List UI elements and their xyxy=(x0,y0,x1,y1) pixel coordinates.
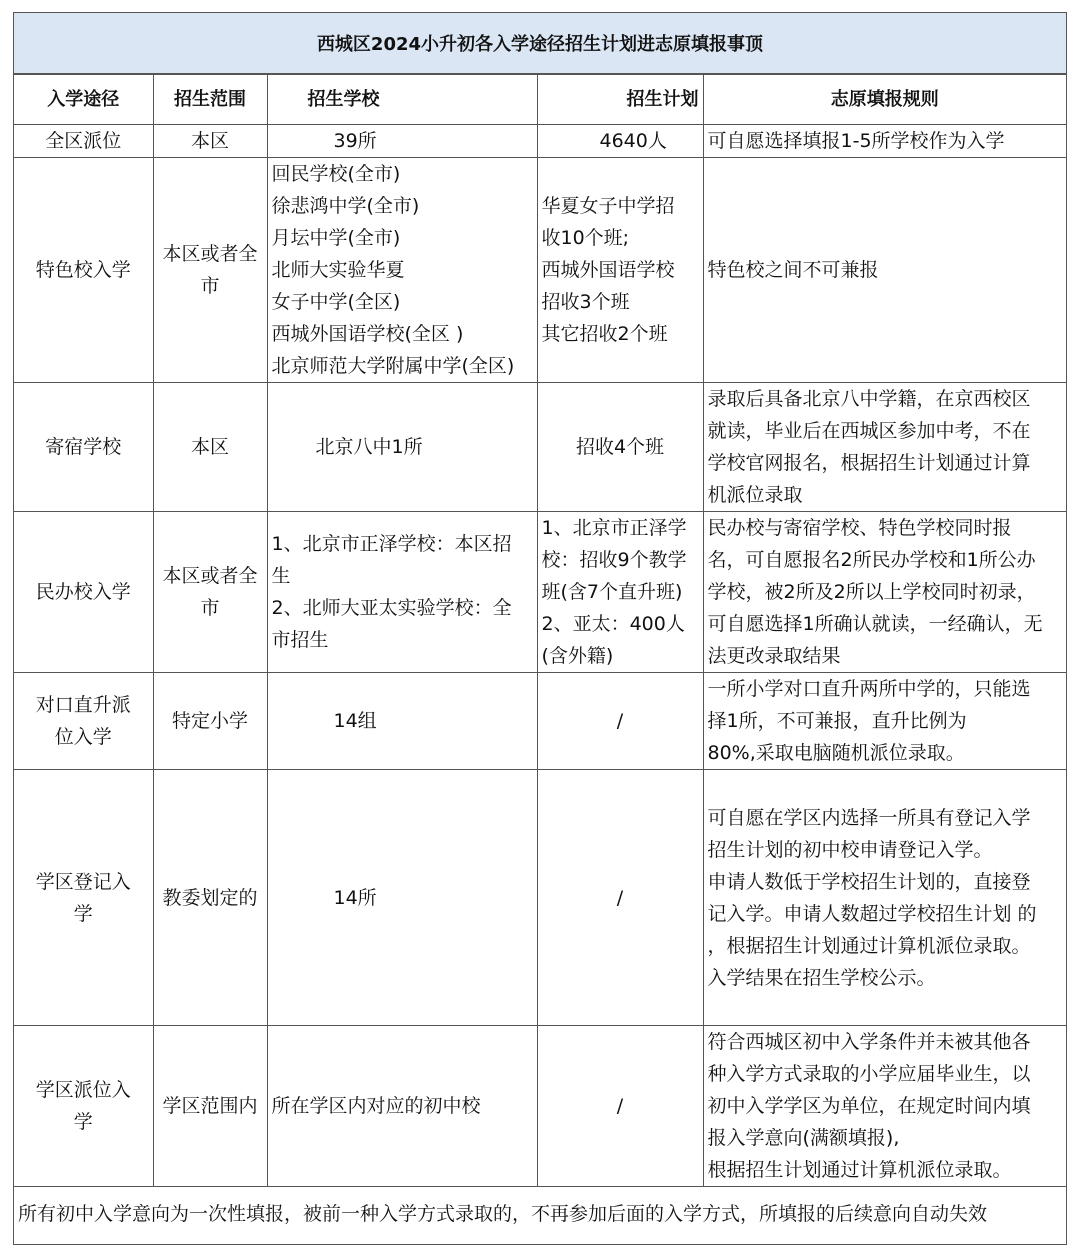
school-line: 生 xyxy=(271,565,291,587)
scope-cell: 本区或者全市 xyxy=(153,512,267,673)
scope-cell: 学区范围内 xyxy=(153,1026,267,1187)
school-line: 北京师范大学附属中学(全区) xyxy=(271,355,515,377)
plan-cell xyxy=(537,158,703,383)
school-line: 月坛中学(全市) xyxy=(271,227,401,249)
path-line: 学 xyxy=(73,1111,93,1133)
rule-line: 种入学方式录取的小学应届毕业生，以 xyxy=(707,1063,1031,1085)
header-path: 入学途径 xyxy=(14,75,153,125)
plan-line: 招收3个班 xyxy=(541,291,630,313)
schools-cell xyxy=(267,158,537,383)
rule-line: 可自愿选择1所确认就读，一经确认，无 xyxy=(707,613,1043,635)
rule-cell xyxy=(703,770,1066,1026)
school-line: 徐悲鸿中学(全市) xyxy=(271,195,420,217)
path-cell xyxy=(14,673,153,770)
header-scope: 招生范围 xyxy=(153,75,267,125)
rule-line: 可自愿在学区内选择一所具有登记入学 xyxy=(707,806,1031,829)
path-line: 学 xyxy=(73,902,93,925)
path-line: 学区登记入 xyxy=(35,870,131,893)
path-cell xyxy=(14,1026,153,1187)
rule-cell: 可自愿选择填报1-5所学校作为入学 xyxy=(703,125,1066,158)
table-row xyxy=(14,125,1066,158)
rule-line: 择1所，不可兼报，直升比例为 xyxy=(707,710,967,732)
rule-line: 名，可自愿报名2所民办学校和1所公办 xyxy=(707,549,1036,571)
table-row xyxy=(14,770,1066,1026)
school-line: 西城外国语学校(全区 ) xyxy=(271,323,464,345)
table-row xyxy=(14,673,1066,770)
path-line: 学区派位入 xyxy=(35,1079,131,1101)
scope-cell: 特定小学 xyxy=(153,673,267,770)
plan-line: 华夏女子中学招 xyxy=(541,195,675,217)
plan-cell: / xyxy=(537,1026,703,1187)
school-line: 市招生 xyxy=(271,629,329,651)
rule-line: 就读，毕业后在西城区参加中考，不在 xyxy=(707,420,1031,442)
path-cell: 特色校入学 xyxy=(14,158,153,383)
scope-cell: 本区 xyxy=(153,383,267,512)
rule-line: 申请人数低于学校招生计划的，直接登 xyxy=(707,870,1031,893)
plan-line: (含外籍) xyxy=(541,645,614,667)
header-rule: 志原填报规则 xyxy=(703,75,1066,125)
rule-line: 符合西城区初中入学条件并未被其他各 xyxy=(707,1031,1031,1053)
rule-line: 根据招生计划通过计算机派位录取。 xyxy=(707,1159,1012,1181)
table-row xyxy=(14,158,1066,383)
school-line: 北师大实验华夏 xyxy=(271,259,405,281)
enrollment-table xyxy=(14,74,1066,1187)
rule-cell xyxy=(703,383,1066,512)
rule-line: 入学结果在招生学校公示。 xyxy=(707,966,936,989)
path-cell: 全区派位 xyxy=(14,125,153,158)
scope-cell: 本区 xyxy=(153,125,267,158)
school-line: 2、北师大亚太实验学校：全 xyxy=(271,597,512,619)
plan-line: 校：招收9个教学 xyxy=(541,549,687,571)
rule-line: 报入学意向(满额填报), xyxy=(707,1127,900,1149)
rule-line: 招生计划的初中校申请登记入学。 xyxy=(707,838,993,861)
scope-cell: 本区或者全市 xyxy=(153,158,267,383)
rule-cell xyxy=(703,1026,1066,1187)
plan-cell: / xyxy=(537,770,703,1026)
schools-cell: 14所 xyxy=(267,770,537,1026)
rule-line: 初中入学学区为单位，在规定时间内填 xyxy=(707,1095,1031,1117)
scope-cell: 教委划定的 xyxy=(153,770,267,1026)
rule-line: 机派位录取 xyxy=(707,484,803,506)
plan-line: 2、亚太：400人 xyxy=(541,613,685,635)
schools-cell: 北京八中1所 xyxy=(267,383,537,512)
rule-line: 录取后具备北京八中学籍，在京西校区 xyxy=(707,388,1031,410)
schools-cell: 所在学区内对应的初中校 xyxy=(267,1026,537,1187)
table-row xyxy=(14,383,1066,512)
schools-cell: 39所 xyxy=(267,125,537,158)
rule-cell: 特色校之间不可兼报 xyxy=(703,158,1066,383)
rule-line: 一所小学对口直升两所中学的，只能选 xyxy=(707,678,1031,700)
rule-line: 学校，被2所及2所以上学校同时初录， xyxy=(707,581,1036,603)
path-line: 位入学 xyxy=(54,726,112,748)
table-title: 西城区2024小升初各入学途径招生计划进志原填报事顶 xyxy=(14,13,1066,74)
plan-line: 西城外国语学校 xyxy=(541,259,675,281)
path-cell: 民办校入学 xyxy=(14,512,153,673)
school-line: 女子中学(全区) xyxy=(271,291,401,313)
path-cell xyxy=(14,770,153,1026)
footer-note: 所有初中入学意向为一次性填报，被前一种入学方式录取的，不再参加后面的入学方式，所填报的后续意向自动失效 xyxy=(18,1202,988,1225)
plan-line: 1、北京市正泽学 xyxy=(541,517,687,539)
rule-line: 记入学。申请人数超过学校招生计划 的 xyxy=(707,902,1037,925)
plan-cell: 4640人 xyxy=(537,125,703,158)
plan-cell xyxy=(537,512,703,673)
plan-line: 班(含7个直升班) xyxy=(541,581,683,603)
rule-cell xyxy=(703,512,1066,673)
rule-cell xyxy=(703,673,1066,770)
school-line: 1、北京市正泽学校：本区招 xyxy=(271,533,512,555)
rule-line: 学校官网报名，根据招生计划通过计算 xyxy=(707,452,1031,474)
header-row xyxy=(14,75,1066,125)
path-line: 对口直升派 xyxy=(35,694,131,716)
rule-line: 法更改录取结果 xyxy=(707,645,841,667)
rule-line: ，根据招生计划通过计算机派位录取。 xyxy=(707,934,1031,957)
rule-line: 80%,采取电脑随机派位录取。 xyxy=(707,742,965,764)
school-line: 回民学校(全市) xyxy=(271,163,401,185)
plan-line: 其它招收2个班 xyxy=(541,323,668,345)
path-cell: 寄宿学校 xyxy=(14,383,153,512)
header-schools: 招生学校 xyxy=(267,75,537,125)
enrollment-sheet xyxy=(13,12,1067,1245)
schools-cell: 14组 xyxy=(267,673,537,770)
header-plan: 招生计划 xyxy=(537,75,703,125)
table-row xyxy=(14,1026,1066,1187)
plan-line: 收10个班; xyxy=(541,227,630,249)
plan-cell: 招收4个班 xyxy=(537,383,703,512)
table-row xyxy=(14,512,1066,673)
rule-line: 民办校与寄宿学校、特色学校同时报 xyxy=(707,517,1012,539)
plan-cell: / xyxy=(537,673,703,770)
schools-cell xyxy=(267,512,537,673)
